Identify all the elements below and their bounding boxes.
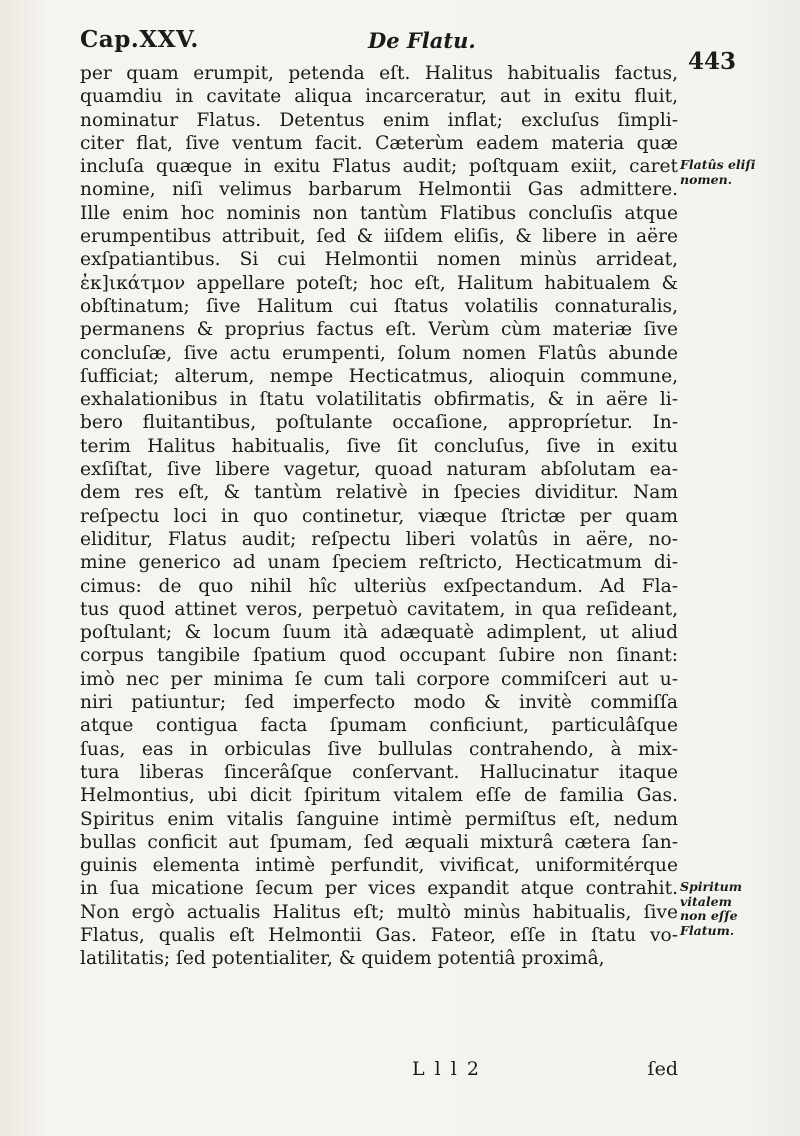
page-footer (80, 1058, 678, 1086)
chapter-heading: Cap.XXV. (80, 26, 199, 53)
text-line: mine generico ad unam ſpeciem reſtricto, Hecticatmum di- (80, 552, 678, 574)
text-line: cimus: de quo nihil hîc ulteriùs exſpectandum. Ad Fla- (80, 575, 678, 597)
margin-note-line: nomen. (680, 171, 733, 187)
text-line: nominatur Flatus. Detentus enim inflat; excluſus ſimpli- (80, 109, 678, 131)
text-line: Flatus, qualis eſt Helmontii Gas. Fateor, eſſe in ſtatu vo- (80, 924, 678, 946)
text-line: ſuas, eas in orbiculas ſive bullulas contrahendo, à mix- (80, 738, 678, 760)
text-line: quamdiu in cavitate aliqua incarceratur, aut in exitu fluit, (80, 86, 678, 108)
signature-mark: L l l 2 (412, 1058, 481, 1080)
margin-note-flatus-elisi (680, 158, 756, 187)
text-line: tus quod attinet veros, perpetuò cavitatem, in qua reſideant, (80, 598, 678, 620)
text-line: terim Halitus habitualis, ſive ſit concluſus, ſive in exitu (80, 435, 678, 457)
text-line: exſiſtat, ſive libere vagetur, quoad naturam abſolutam ea- (80, 459, 678, 481)
text-line: eliditur, Flatus audit; reſpectu liberi volatûs in aëre, no- (80, 528, 678, 550)
text-line: latilitatis; ſed potentialiter, & quidem potentiâ proximâ, (80, 948, 605, 970)
text-line: exſpatiantibus. Si cui Helmontii nomen minùs arrideat, (80, 249, 678, 271)
text-line: dem res eſt, & tantùm relativè in ſpecies dividitur. Nam (80, 482, 678, 504)
text-line: incluſa quæque in exitu Flatus audit; poſtquam exiit, caret (80, 156, 678, 178)
text-line: niri patiuntur; ſed imperfecto modo & invitè commiſſa (80, 692, 678, 714)
text-line: Spiritus enim vitalis ſanguine intimè permiſtus eſt, nedum (80, 808, 678, 830)
text-line: corpus tangibile ſpatium quod occupant ſubire non ſinant: (80, 645, 678, 667)
text-line: Non ergò actualis Halitus eſt; multò minùs habitualis, ſive (80, 901, 678, 923)
margin-note-spiritum-vitalem (680, 880, 742, 938)
text-line: concluſæ, ſive actu erumpenti, ſolum nomen Flatûs abunde (80, 342, 678, 364)
body-text (80, 62, 678, 971)
text-line: guinis elementa intimè perfundit, vivificat, uniformitérque (80, 855, 678, 877)
text-line: atque contigua facta ſpumam conficiunt, particulâſque (80, 715, 678, 737)
text-line: tura liberas ſincerâſque conſervant. Hallucinatur itaque (80, 761, 678, 783)
margin-note-line: Flatûs eliſi (680, 157, 756, 172)
text-line: ἐκ]ικάτμον appellare poteſt; hoc eſt, Halitum habitualem & (80, 272, 678, 294)
text-line: imò nec per minima ſe cum tali corpore commiſceri aut u- (80, 668, 678, 690)
text-line: erumpentibus attribuit, ſed & iiſdem eliſis, & libere in aëre (80, 226, 678, 248)
margin-note-line: Spiritum (680, 879, 742, 894)
margin-note-line: non eſſe (680, 908, 738, 923)
page-number: 443 (688, 48, 737, 75)
text-line: reſpectu loci in quo continetur, viæque ſtrictæ per quam (80, 505, 678, 527)
text-line: poſtulant; & locum ſuum ità adæquatè adimplent, ut aliud (80, 622, 678, 644)
margin-note-line: Flatum. (680, 922, 735, 938)
text-line: bero fluitantibus, poſtulante occaſione, appropríetur. In- (80, 412, 678, 434)
margin-note-line: vitalem (680, 893, 732, 909)
text-line: ſufficiat; alterum, nempe Hecticatmus, alioquin commune, (80, 365, 678, 387)
text-line: nomine, niſi velimus barbarum Helmontii Gas admittere. (80, 179, 678, 201)
running-title: De Flatu. (368, 28, 476, 53)
text-line: permanens & proprius factus eſt. Verùm cùm materiæ ſive (80, 319, 678, 341)
text-line: obſtinatum; ſive Halitum cui ſtatus volatilis connaturalis, (80, 295, 678, 317)
text-line: Helmontius, ubi dicit ſpiritum vitalem eſſe de familia Gas. (80, 785, 678, 807)
text-line: per quam erumpit, petenda eſt. Halitus habitualis factus, (80, 63, 678, 84)
text-line: Ille enim hoc nominis non tantùm Flatibus concluſis atque (80, 202, 678, 224)
text-line: bullas conficit aut ſpumam, ſed æquali mixturâ cætera ſan- (80, 831, 678, 853)
text-line: citer flat, ſive ventum facit. Cæterùm eadem materia quæ (80, 132, 678, 154)
text-line: exhalationibus in ſtatu volatilitatis obfirmatis, & in aëre li- (80, 389, 678, 411)
catchword: ſed (647, 1058, 678, 1080)
text-line: in ſua micatione ſecum per vices expandit atque contrahit. (80, 878, 678, 900)
